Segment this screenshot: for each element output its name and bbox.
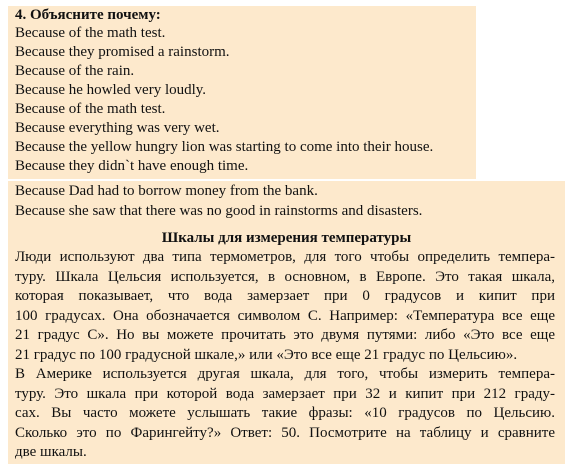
answer-line: Because he howled very loudly. bbox=[15, 82, 207, 98]
article-line: две шкалы. bbox=[15, 444, 87, 460]
article-line: 21 градус по 100 градусной шкале,» или «Это все еще 21 градус по Цельсию». bbox=[15, 346, 518, 363]
answer-line: Because Dad had to borrow money from the bank. bbox=[15, 183, 318, 199]
answer-line: Because the yellow hungry lion was starting to come into their house. bbox=[15, 139, 434, 155]
answer-line: Because they didn`t have enough time. bbox=[15, 158, 249, 174]
article-line: сах. Вы часто можете услышать такие фразы: «10 градусов по Цельсию. bbox=[15, 405, 555, 421]
article-line: Люди используют два типа термометров, для того чтобы определить темпера- bbox=[15, 249, 555, 265]
answer-line: Because of the math test. bbox=[15, 101, 166, 117]
answer-line: Because of the rain. bbox=[15, 63, 135, 79]
article-line: туру. Шкала Цельсия используется, в основном, в Европе. Это такая шкала, bbox=[15, 268, 555, 285]
article-title: Шкалы для измерения температуры bbox=[161, 230, 412, 246]
article-line: В Америке используется другая шкала, для того, чтобы измерить темпера- bbox=[15, 366, 555, 382]
article-line: 100 градусах. Она обозначается символом С. Например: «Температура все еще bbox=[15, 307, 555, 324]
article-line: которая показывает, что вода замерзает при 0 градусов и кипит при bbox=[15, 288, 555, 304]
answer-line: Because everything was very wet. bbox=[15, 120, 220, 136]
article-line: 21 градус С». Но вы можете прочитать это двумя путями: либо «Это все еще bbox=[15, 327, 555, 343]
answer-line: Because of the math test. bbox=[15, 25, 166, 41]
exercise-heading: 4. Объясните почему: bbox=[15, 7, 161, 23]
article-line: туру. Это шкала при которой вода замерзает при 32 и кипит при 212 граду- bbox=[15, 385, 555, 402]
answer-line: Because they promised a rainstorm. bbox=[15, 44, 230, 60]
answer-line: Because she saw that there was no good in rainstorms and disasters. bbox=[15, 203, 423, 219]
article-line: Сколько это по Фарингейту?» Ответ: 50. Посмотрите на таблицу и сравните bbox=[15, 424, 555, 441]
